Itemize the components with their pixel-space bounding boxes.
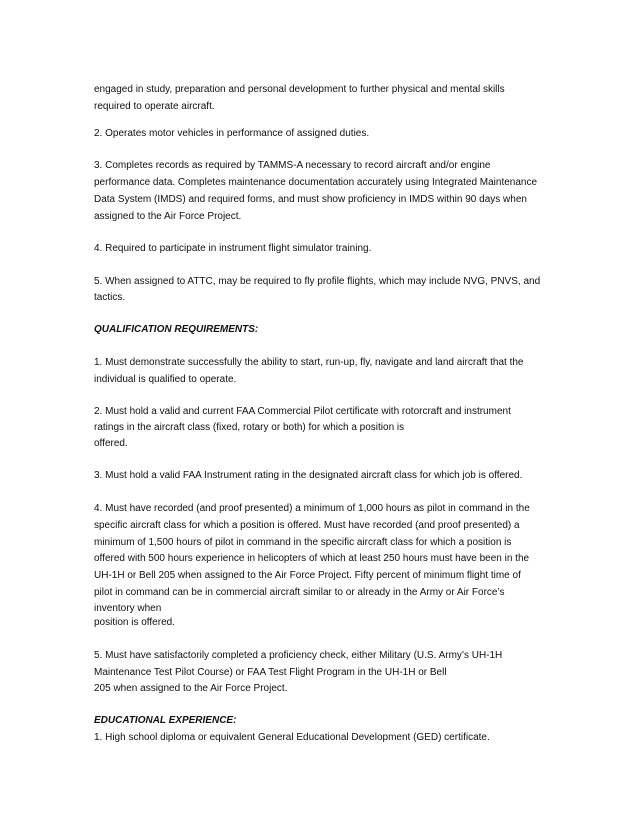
- text-line: Maintenance Test Pilot Course) or FAA Test Flight Program in the UH-1H or Bell: [94, 667, 447, 678]
- text-line: 205 when assigned to the Air Force Project.: [94, 683, 288, 694]
- text-line: required to operate aircraft.: [94, 101, 215, 112]
- text-line: tactics.: [94, 292, 126, 303]
- text-line: Data System (IMDS) and required forms, and must show proficiency in IMDS within 90 days when: [94, 194, 527, 205]
- text-line: specific aircraft class for which a position is offered. Must have recorded (and proof presented) a: [94, 520, 520, 531]
- text-line: pilot in command can be in commercial aircraft similar to or already in the Army or Air Force’s: [94, 587, 505, 598]
- section-heading-educational: EDUCATIONAL EXPERIENCE:: [94, 715, 237, 726]
- text-line: offered with 500 hours experience in helicopters of which at least 250 hours must have been in the: [94, 553, 530, 564]
- text-line: 3. Must hold a valid FAA Instrument rating in the designated aircraft class for which job is offered.: [94, 470, 523, 481]
- section-heading-qualification: QUALIFICATION REQUIREMENTS:: [94, 324, 259, 335]
- text-line: inventory when: [94, 603, 162, 614]
- text-line: engaged in study, preparation and personal development to further physical and mental skills: [94, 84, 505, 95]
- text-line: 1. High school diploma or equivalent General Educational Development (GED) certificate.: [94, 732, 490, 743]
- text-line: UH-1H or Bell 205 when assigned to the Air Force Project. Fifty percent of minimum flight time of: [94, 570, 521, 581]
- text-line: ratings in the aircraft class (fixed, rotary or both) for which a position is: [94, 422, 405, 433]
- text-line: offered.: [94, 438, 128, 449]
- text-line: 2. Operates motor vehicles in performance of assigned duties.: [94, 128, 370, 139]
- text-line: position is offered.: [94, 617, 175, 628]
- text-line: 2. Must hold a valid and current FAA Commercial Pilot certificate with rotorcraft and instrument: [94, 406, 511, 417]
- text-line: 4. Must have recorded (and proof presented) a minimum of 1,000 hours as pilot in command in the: [94, 503, 530, 514]
- text-line: 4. Required to participate in instrument flight simulator training.: [94, 243, 372, 254]
- text-line: minimum of 1,500 hours of pilot in command in the specific aircraft class for which a position is: [94, 537, 512, 548]
- text-line: 5. Must have satisfactorily completed a proficiency check, either Military (U.S. Army’s UH-1H: [94, 650, 503, 661]
- text-line: assigned to the Air Force Project.: [94, 211, 242, 222]
- text-line: individual is qualified to operate.: [94, 374, 237, 385]
- text-line: 3. Completes records as required by TAMMS-A necessary to record aircraft and/or engine: [94, 160, 491, 171]
- text-line: 1. Must demonstrate successfully the ability to start, run-up, fly, navigate and land aircraft that the: [94, 357, 524, 368]
- text-line: 5. When assigned to ATTC, may be required to fly profile flights, which may include NVG, PNVS, and: [94, 276, 541, 287]
- text-line: performance data. Completes maintenance documentation accurately using Integrated Maintenance: [94, 177, 538, 188]
